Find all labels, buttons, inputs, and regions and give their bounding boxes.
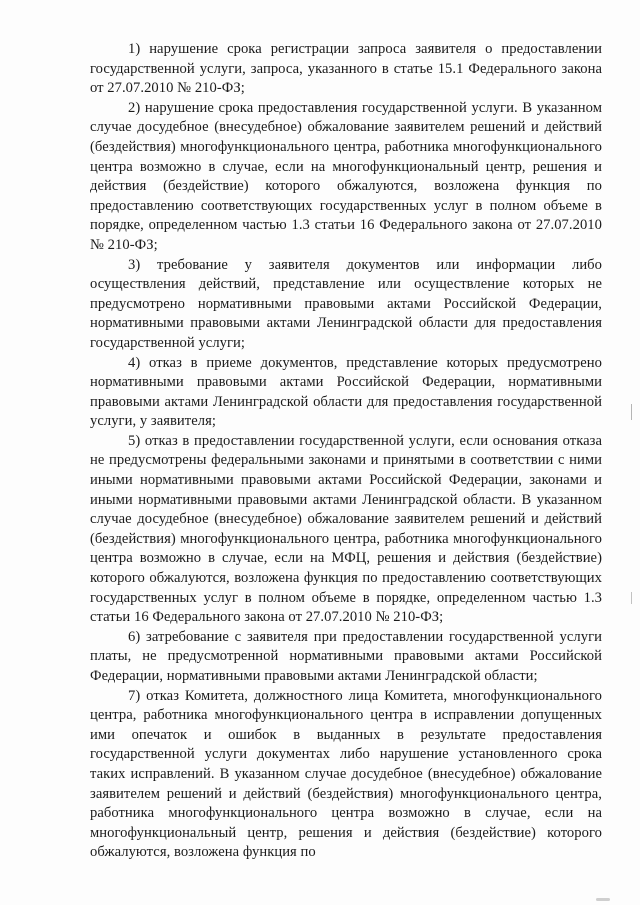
paragraph-item-2: 2) нарушение срока предоставления государственной услуги. В указанном случае досудебное (внесудебное) обжалование заявителем решений и действий (бездействия) многофункционального центра, работника многофункционального центра возможно в случае, если на многофункциональный центр, решения и действия (бездействие) которого обжалуются, возложена функция по предоставлению соответствующих государственных услуг в полном объеме в порядке, определенном частью 1.3 статьи 16 Федерального закона от 27.07.2010 № 210-ФЗ; [90,99,602,253]
document-body [90,40,602,863]
paragraph-item-7: 7) отказ Комитета, должностного лица Комитета, многофункционального центра, работника многофункционального центра в исправлении допущенных ими опечаток и ошибок в выданных в результате предоставления государственной услуги документах либо нарушение установленного срока таких исправлений. В указанном случае досудебное (внесудебное) обжалование заявителем решений и действий (бездействия) многофункционального центра, работника многофункционального центра возможно в случае, если на многофункциональный центр, решения и действия (бездействие) которого обжалуются, возложена функция по [90,687,602,861]
scan-margin-mark [631,404,632,420]
paragraph-item-5: 5) отказ в предоставлении государственной услуги, если основания отказа не предусмотрены федеральными законами и принятыми в соответствии с ними иными нормативными правовыми актами Российской Федерации, законами и иными нормативными правовыми актами Ленинградской области. В указанном случае досудебное (внесудебное) обжалование заявителем решений и действий (бездействия) многофункционального центра, работника многофункционального центра возможно в случае, если на МФЦ, решения и действия (бездействие) которого обжалуются, возложена функция по предоставлению соответствующих государственных услуг в полном объеме в порядке, определенном частью 1.3 статьи 16 Федерального закона от 27.07.2010 № 210-ФЗ; [90,432,602,626]
paragraph-item-4: 4) отказ в приеме документов, представление которых предусмотрено нормативными правовыми актами Российской Федерации, нормативными правовыми актами Ленинградской области для предоставления государственной услуги, у заявителя; [90,354,602,430]
scan-speck [596,898,610,901]
paragraph-item-3: 3) требование у заявителя документов или информации либо осуществления действий, представление или осуществление которых не предусмотрено нормативными правовыми актами Российской Федерации, нормативными правовыми актами Ленинградской области для предоставления государственной услуги; [90,256,602,351]
scan-margin-mark [631,592,632,604]
paragraph-item-6: 6) затребование с заявителя при предоставлении государственной услуги платы, не предусмотренной нормативными правовыми актами Российской Федерации, нормативными правовыми актами Ленинградской области; [90,628,602,684]
paragraph-item-1: 1) нарушение срока регистрации запроса заявителя о предоставлении государственной услуги, запроса, указанного в статье 15.1 Федерального закона от 27.07.2010 № 210-ФЗ; [90,41,602,97]
